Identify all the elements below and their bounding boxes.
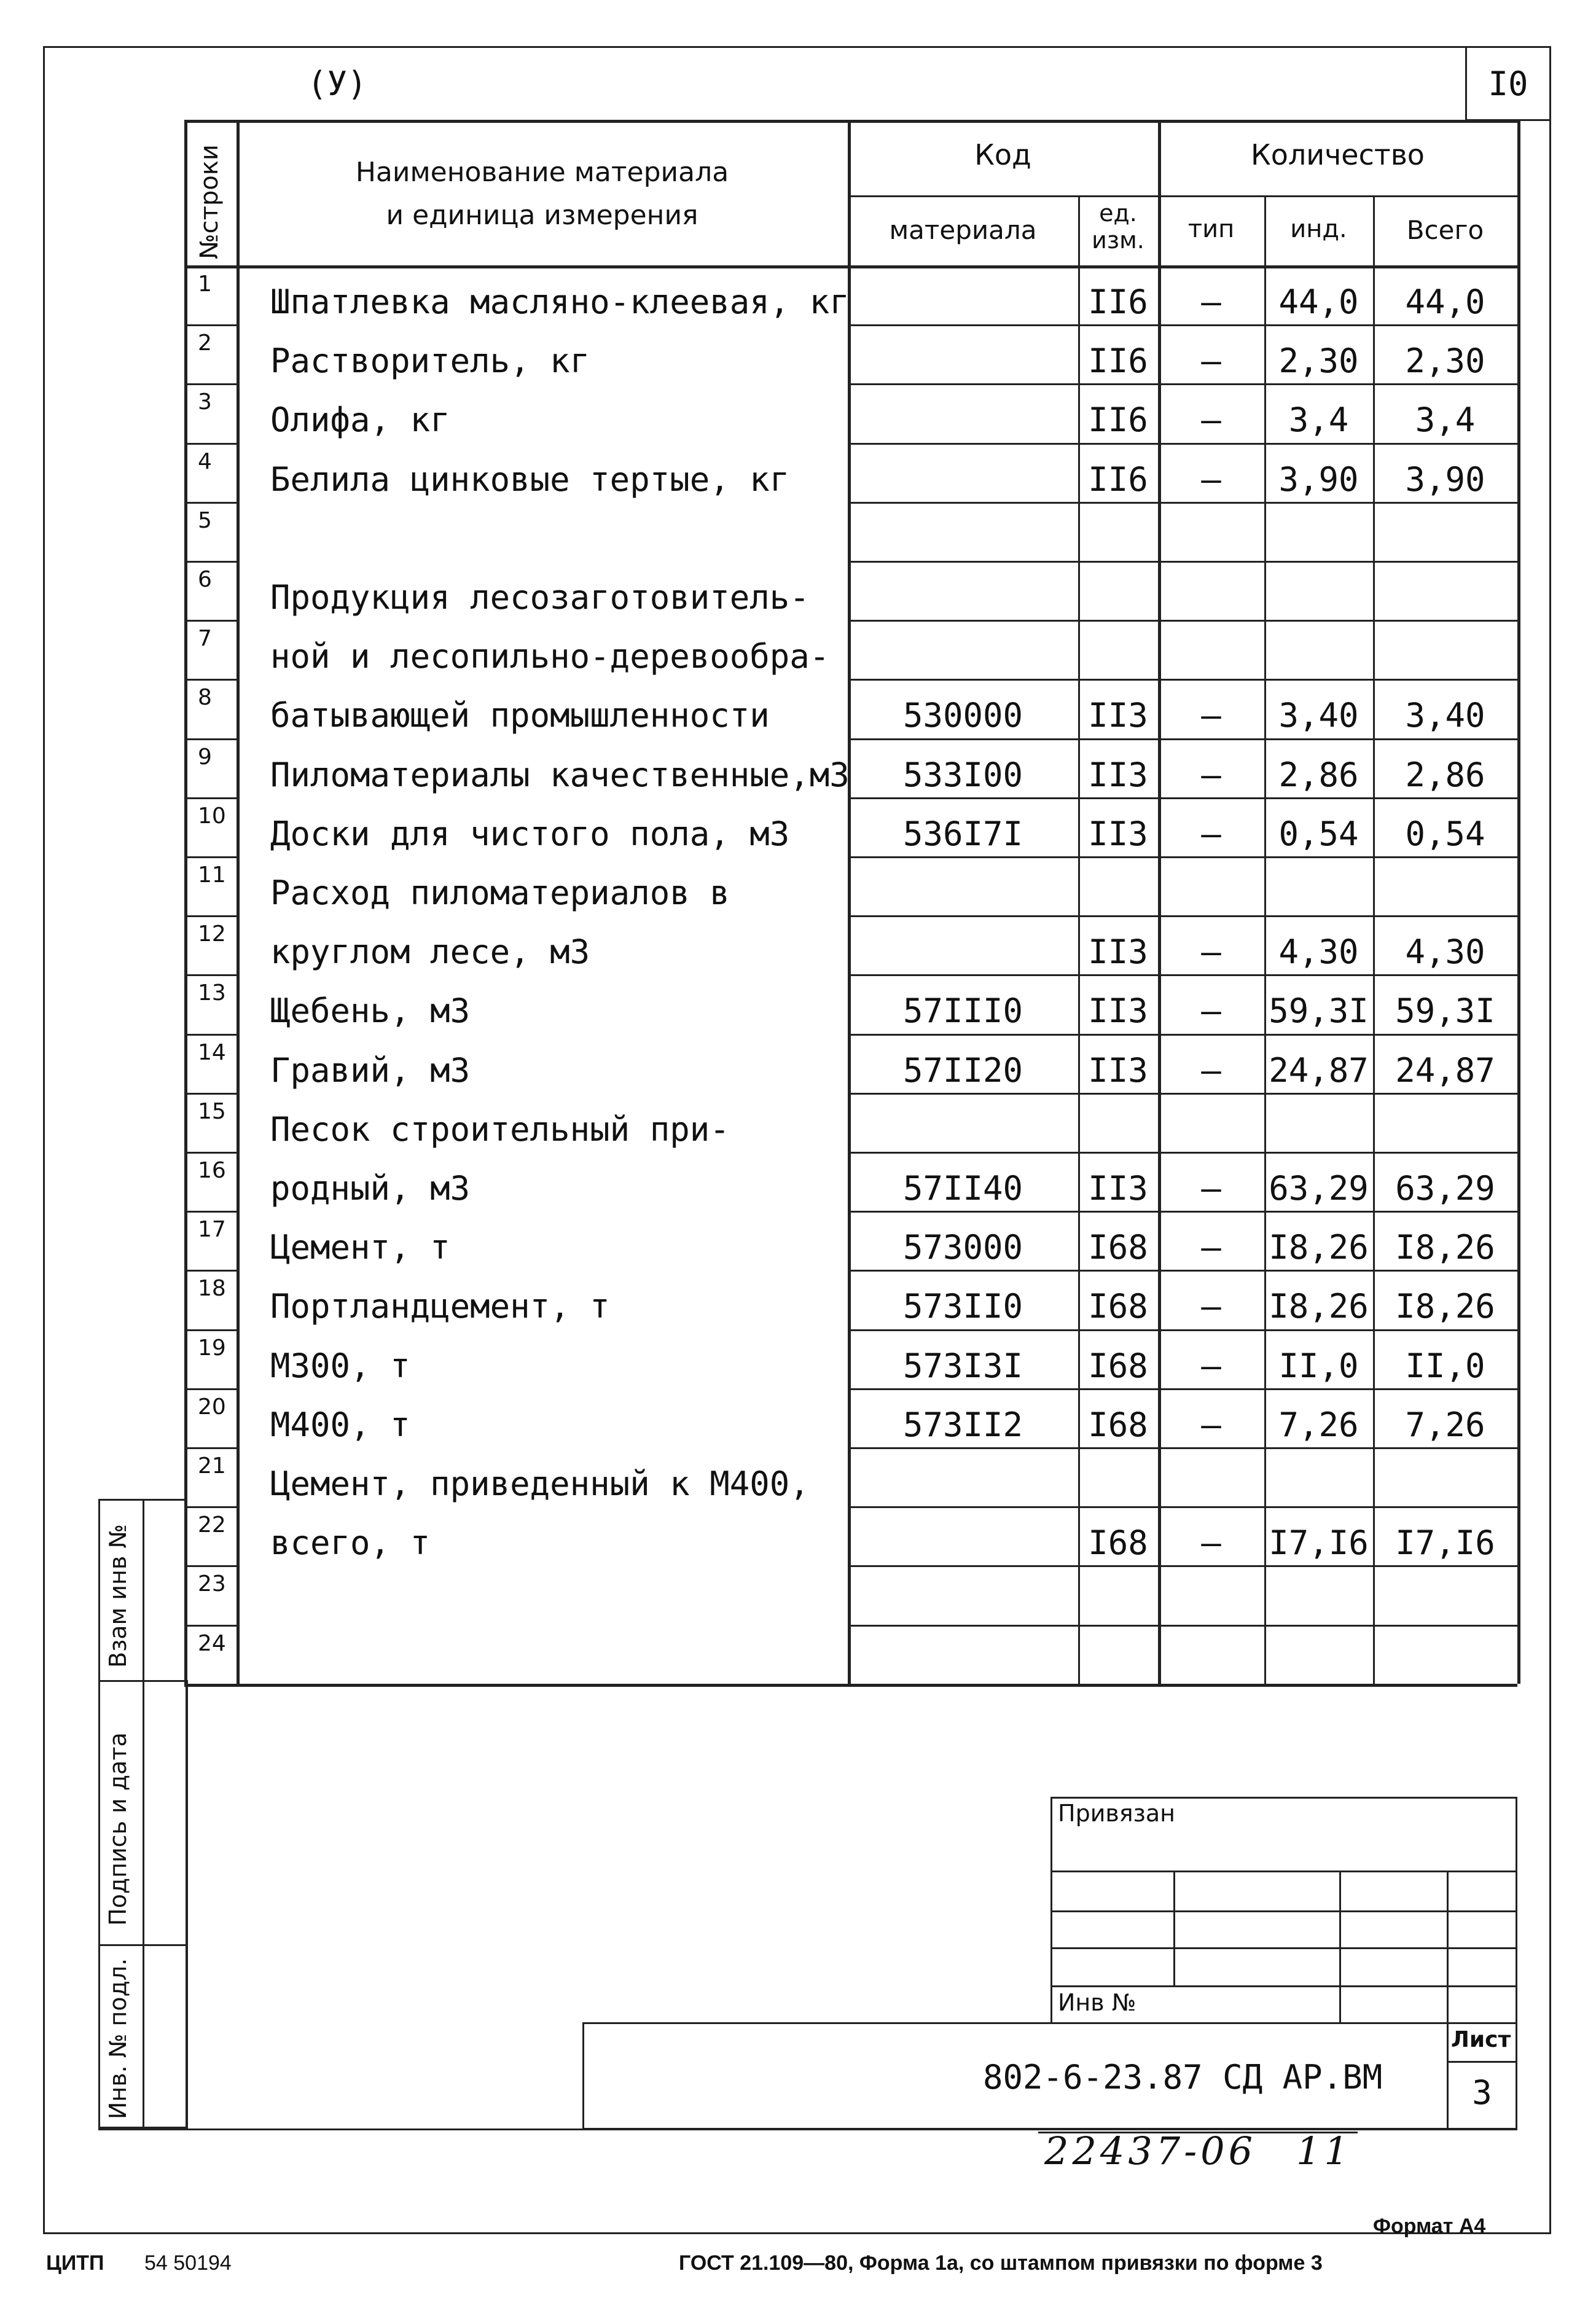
material-name: Пиломатериалы качественные,м3 — [270, 755, 850, 794]
row-sep-rownum — [184, 1270, 237, 1272]
unit-code: II3 — [1088, 932, 1148, 972]
material-name: Доски для чистого пола, м3 — [270, 814, 790, 853]
qty-type: – — [1201, 1228, 1221, 1267]
qty-ind: 63,29 — [1269, 1169, 1369, 1208]
material-name: Продукция лесозаготовитель- — [270, 578, 810, 617]
row-sep-rownum — [184, 443, 237, 445]
material-code: 573II2 — [902, 1405, 1023, 1444]
material-code: 533I00 — [902, 755, 1023, 794]
footer-standard: ГОСТ 21.109—80, Форма 1а, со штампом привязки по форме 3 — [679, 2251, 1323, 2275]
row-sep — [848, 383, 1517, 385]
footer-org-code: 54 50194 — [144, 2251, 232, 2275]
row-number: 2 — [198, 330, 212, 356]
qty-ind: 2,30 — [1278, 342, 1359, 381]
row-sep — [848, 1625, 1517, 1627]
qty-type: – — [1201, 459, 1221, 499]
material-code: 573000 — [902, 1228, 1023, 1267]
qty-type: – — [1201, 1169, 1221, 1208]
footer-org: ЦИТП — [46, 2251, 104, 2275]
row-sep-rownum — [184, 1506, 237, 1508]
qty-type: – — [1201, 991, 1221, 1031]
qty-total: 3,40 — [1405, 696, 1485, 735]
material-name: круглом лесе, м3 — [270, 932, 590, 972]
row-sep-rownum — [184, 1388, 237, 1390]
qty-ind: I8,26 — [1269, 1287, 1369, 1326]
row-sep — [848, 738, 1517, 740]
qty-ind: 59,3I — [1269, 991, 1369, 1031]
row-sep — [848, 1388, 1517, 1390]
row-sep — [848, 1565, 1517, 1567]
row-sep — [848, 1270, 1517, 1272]
material-name: Шпатлевка масляно-клеевая, кг — [270, 283, 850, 321]
lower-left-border — [186, 1680, 188, 2128]
row-sep-rownum — [184, 1093, 237, 1095]
material-name: батывающей промышленности — [270, 696, 770, 735]
row-number: 18 — [198, 1276, 226, 1302]
row-sep-rownum — [184, 1211, 237, 1213]
row-number: 3 — [198, 389, 212, 415]
qty-type: – — [1201, 283, 1221, 321]
row-number: 6 — [198, 567, 212, 592]
row-sep — [848, 1506, 1517, 1508]
qty-total: 44,0 — [1405, 283, 1485, 321]
row-number: 4 — [198, 448, 212, 474]
material-name: всего, т — [270, 1523, 431, 1563]
qty-ind: 3,90 — [1278, 459, 1359, 499]
unit-code: II3 — [1088, 696, 1148, 735]
row-sep — [848, 1152, 1517, 1154]
unit-code: II6 — [1088, 342, 1148, 381]
row-number: 22 — [198, 1512, 226, 1538]
row-sep — [848, 679, 1517, 681]
qty-total: 0,54 — [1405, 814, 1485, 853]
unit-code: I68 — [1088, 1228, 1148, 1267]
list-label: Лист — [1451, 2027, 1511, 2052]
row-sep-rownum — [184, 324, 237, 326]
table-bottom-border — [184, 1684, 1517, 1687]
material-name: родный, м3 — [270, 1169, 471, 1208]
row-sep-rownum — [184, 1034, 237, 1036]
row-number: 5 — [198, 507, 212, 533]
header-qty-type: тип — [1187, 215, 1235, 243]
row-number: 23 — [198, 1571, 226, 1597]
side-label-vzam-inv: Взам инв № — [104, 1524, 131, 1668]
material-name: Цемент, т — [270, 1228, 450, 1267]
row-number: 10 — [198, 803, 226, 829]
page-number: I0 — [1488, 64, 1528, 103]
row-sep-rownum — [184, 738, 237, 740]
unit-code: II6 — [1088, 459, 1148, 499]
row-number: 20 — [198, 1394, 226, 1420]
material-name: Расход пиломатериалов в — [270, 874, 730, 912]
row-sep — [848, 1093, 1517, 1095]
row-sep-rownum — [184, 1152, 237, 1154]
row-sep-rownum — [184, 974, 237, 976]
privyazan-col-3 — [1447, 1871, 1449, 2024]
row-sep-rownum — [184, 856, 237, 858]
material-name: Щебень, м3 — [270, 991, 471, 1031]
unit-code: II3 — [1088, 755, 1148, 794]
qty-total: 3,90 — [1405, 459, 1485, 499]
qty-type: – — [1201, 1287, 1221, 1326]
material-name: Растворитель, кг — [270, 342, 590, 381]
header-qty-ind: инд. — [1290, 215, 1347, 243]
row-sep — [848, 1211, 1517, 1213]
unit-code: II3 — [1088, 1050, 1148, 1090]
qty-total: 2,30 — [1405, 342, 1485, 381]
row-sep-rownum — [184, 679, 237, 681]
qty-ind: 3,40 — [1278, 696, 1359, 735]
material-code: 57III0 — [902, 991, 1023, 1031]
qty-total: I7,I6 — [1395, 1523, 1495, 1563]
qty-total: 2,86 — [1405, 755, 1485, 794]
qty-total: 7,26 — [1405, 1405, 1485, 1444]
privyazan-label: Привязан — [1058, 1800, 1175, 1827]
unit-code: I68 — [1088, 1523, 1148, 1563]
qty-type: – — [1201, 1050, 1221, 1090]
privyazan-col-1 — [1173, 1871, 1175, 1985]
header-code-group: Код — [974, 138, 1031, 171]
format-label: Формат А4 — [1373, 2214, 1486, 2238]
side-label-inv-podl: Инв. № подл. — [104, 1958, 131, 2119]
qty-total: 24,87 — [1395, 1050, 1495, 1090]
col-sep-rownum — [237, 120, 240, 1684]
header-code-material: материала — [889, 215, 1037, 245]
material-name: Цемент, приведенный к М400, — [270, 1464, 810, 1503]
row-number: 13 — [198, 980, 226, 1006]
qty-ind: I7,I6 — [1269, 1523, 1369, 1563]
row-number: 15 — [198, 1098, 226, 1124]
row-sep — [848, 502, 1517, 504]
row-sep-rownum — [184, 1625, 237, 1627]
row-number: 16 — [198, 1158, 226, 1183]
header-qty-group: Количество — [1251, 138, 1425, 171]
unit-code: I68 — [1088, 1405, 1148, 1444]
row-number: 7 — [198, 626, 212, 652]
side-strip-divider — [143, 1499, 144, 2128]
qty-total: 63,29 — [1395, 1169, 1495, 1208]
material-code: 57II20 — [902, 1050, 1023, 1090]
side-strip-sep-2 — [98, 1944, 187, 1946]
side-label-podpis-data: Подпись и дата — [104, 1732, 131, 1926]
row-number: 12 — [198, 921, 226, 947]
privyazan-col-2 — [1339, 1871, 1341, 2024]
side-strip-sep-1 — [98, 1680, 187, 1682]
inv-no-label: Инв № — [1058, 1989, 1136, 2016]
row-sep — [848, 620, 1517, 622]
row-sep-rownum — [184, 797, 237, 799]
row-number: 14 — [198, 1039, 226, 1065]
qty-type: – — [1201, 696, 1221, 735]
qty-ind: 4,30 — [1278, 932, 1359, 972]
qty-type: – — [1201, 1346, 1221, 1385]
unit-code: II3 — [1088, 814, 1148, 853]
material-name: Олифа, кг — [270, 401, 450, 440]
row-sep — [848, 1447, 1517, 1449]
qty-ind: 0,54 — [1278, 814, 1359, 853]
header-qty-total: Всего — [1406, 215, 1484, 245]
material-name: Песок строительный при- — [270, 1109, 730, 1149]
unit-code: I68 — [1088, 1287, 1148, 1326]
row-sep-rownum — [184, 561, 237, 563]
qty-ind: 24,87 — [1269, 1050, 1369, 1090]
row-sep-rownum — [184, 1565, 237, 1567]
row-number: 1 — [198, 272, 212, 297]
list-number: 3 — [1472, 2073, 1492, 2112]
row-sep — [848, 856, 1517, 858]
unit-code: II3 — [1088, 1169, 1148, 1208]
table-header-bottom — [184, 265, 1517, 268]
handwritten-number: 22437-06 — [1044, 2128, 1257, 2173]
code-mark: (У) — [307, 64, 367, 103]
row-number: 8 — [198, 685, 212, 711]
row-sep — [848, 915, 1517, 917]
row-sep — [848, 443, 1517, 445]
header-name-line2: и единица измерения — [386, 200, 698, 231]
qty-ind: I8,26 — [1269, 1228, 1369, 1267]
row-number: 19 — [198, 1335, 226, 1361]
material-code: 536I7I — [902, 814, 1023, 853]
row-sep — [848, 561, 1517, 563]
row-sep — [848, 324, 1517, 326]
qty-total: 59,3I — [1395, 991, 1495, 1031]
material-name: М300, т — [270, 1346, 410, 1385]
material-name: Портландцемент, т — [270, 1287, 610, 1326]
material-code: 573II0 — [902, 1287, 1023, 1326]
material-name: ной и лесопильно-деревообра- — [270, 637, 830, 676]
material-code: 57II40 — [902, 1169, 1023, 1208]
qty-ind: 3,4 — [1288, 401, 1349, 440]
row-sep-rownum — [184, 1447, 237, 1449]
row-number: 21 — [198, 1453, 226, 1479]
row-sep — [848, 974, 1517, 976]
unit-code: I68 — [1088, 1346, 1148, 1385]
row-sep-rownum — [184, 383, 237, 385]
qty-ind: 44,0 — [1278, 283, 1359, 321]
qty-total: II,0 — [1405, 1346, 1485, 1385]
table-top-border — [184, 120, 1517, 123]
row-sep-rownum — [184, 1329, 237, 1331]
handwritten-extra: 11 — [1296, 2128, 1352, 2173]
qty-ind: 2,86 — [1278, 755, 1359, 794]
material-name: Гравий, м3 — [270, 1050, 471, 1090]
qty-type: – — [1201, 1523, 1221, 1563]
header-group-divider — [848, 195, 1517, 197]
unit-code: II6 — [1088, 401, 1148, 440]
qty-ind: II,0 — [1278, 1346, 1359, 1385]
qty-total: 3,4 — [1415, 401, 1476, 440]
list-divider — [1447, 2061, 1517, 2063]
qty-type: – — [1201, 342, 1221, 381]
row-sep — [848, 1034, 1517, 1036]
row-number: 17 — [198, 1217, 226, 1243]
qty-total: 4,30 — [1405, 932, 1485, 972]
unit-code: II6 — [1088, 283, 1148, 321]
qty-type: – — [1201, 401, 1221, 440]
table-right-border — [1517, 120, 1520, 1684]
header-code-unit: ед. изм. — [1092, 200, 1144, 254]
material-name: М400, т — [270, 1405, 410, 1444]
unit-code: II3 — [1088, 991, 1148, 1031]
qty-type: – — [1201, 932, 1221, 972]
doc-code: 802-6-23.87 СД АР.ВМ — [983, 2058, 1383, 2097]
header-name-line1: Наименование материала — [355, 157, 729, 188]
row-sep — [848, 797, 1517, 799]
qty-ind: 7,26 — [1278, 1405, 1359, 1444]
row-number: 9 — [198, 744, 212, 770]
row-number: 11 — [198, 862, 226, 888]
qty-type: – — [1201, 1405, 1221, 1444]
row-sep-rownum — [184, 915, 237, 917]
material-code: 573I3I — [902, 1346, 1023, 1385]
qty-total: I8,26 — [1395, 1228, 1495, 1267]
row-sep-rownum — [184, 620, 237, 622]
qty-total: I8,26 — [1395, 1287, 1495, 1326]
row-number: 24 — [198, 1630, 226, 1656]
header-row-no: №строки — [195, 144, 224, 259]
row-sep — [848, 1329, 1517, 1331]
material-code: 530000 — [902, 696, 1023, 735]
qty-type: – — [1201, 814, 1221, 853]
material-name: Белила цинковые тертые, кг — [270, 459, 790, 499]
row-sep-rownum — [184, 502, 237, 504]
qty-type: – — [1201, 755, 1221, 794]
